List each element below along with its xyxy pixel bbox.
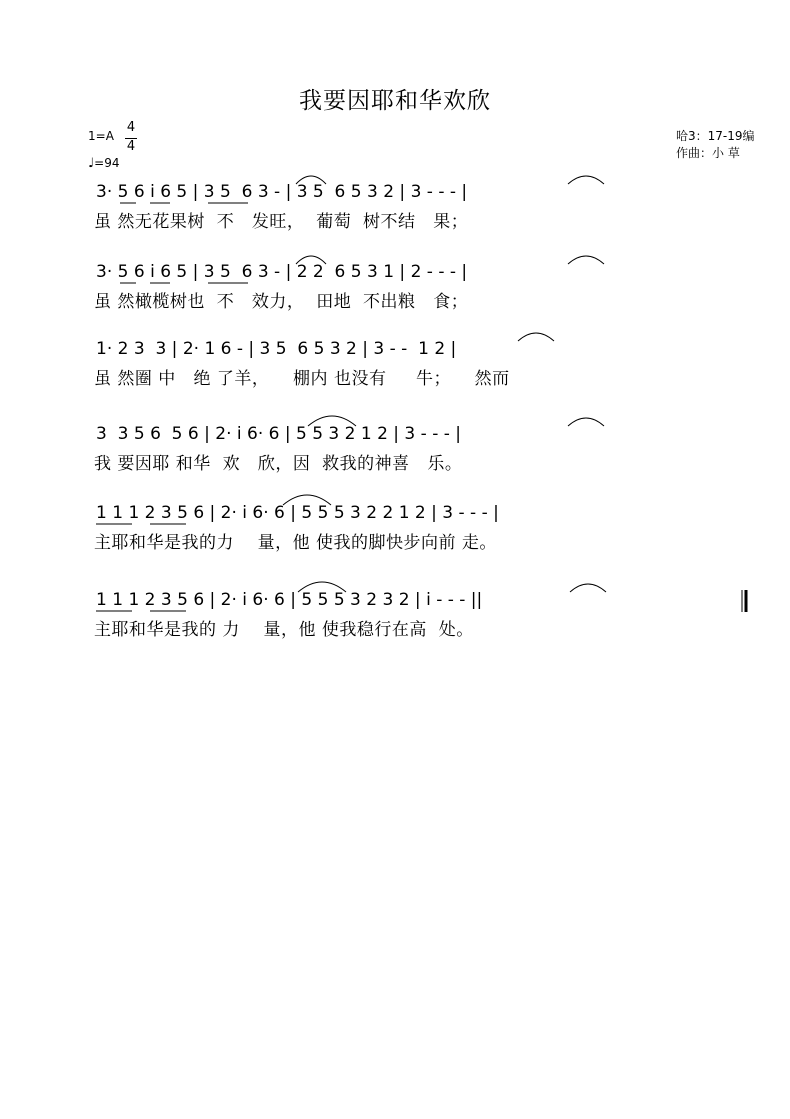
slur-mark — [298, 582, 346, 592]
slur-mark — [568, 418, 604, 426]
source-credit: 哈3：17-19编 — [676, 129, 755, 143]
slur-mark — [570, 584, 606, 592]
tempo-value: =94 — [94, 156, 120, 170]
notation-line: 1· 2 3 3 | 2· 1 6 - | 3 5 6 5 3 2 | 3 - - 1 2 | — [96, 339, 457, 359]
slur-mark — [308, 416, 356, 426]
time-signature-top: 4 — [126, 120, 136, 135]
composer-credit: 作曲：小 草 — [676, 146, 740, 160]
notation-line: 1 1 1 2 3 5 6 | 2· i 6· 6 | 5 5 5 3 2 3 2 | i - - - || — [96, 590, 483, 610]
slur-mark — [518, 333, 554, 341]
slur-mark — [296, 256, 326, 264]
lyric-line: 主耶和华是我的力 量，他 使我的脚快步向前 走。 — [94, 533, 497, 553]
quarter-note-icon: ♩ — [88, 156, 95, 171]
slur-mark — [283, 495, 331, 505]
notation-line: 3· 5 6 i 6 5 | 3 5 6 3 - | 2 2 6 5 3 1 | 2 - - - | — [96, 262, 468, 282]
lyric-line: 虽 然无花果树 不 发旺， 葡萄 树不结 果； — [94, 212, 469, 232]
lyric-line: 虽 然圈 中 绝 了羊， 棚内 也没有 牛； 然而 — [94, 369, 510, 389]
time-signature-bottom: 4 — [126, 139, 136, 154]
notation-line: 3 3 5 6 5 6 | 2· i 6· 6 | 5 5 3 2 1 2 | 3 - - - | — [96, 424, 461, 444]
slur-mark — [296, 176, 326, 184]
notation-line: 3· 5 6 i 6 5 | 3 5 6 3 - | 3 5 6 5 3 2 | 3 - - - | — [96, 182, 468, 202]
lyric-line: 我 要因耶 和华 欢 欣，因 救我的神喜 乐。 — [94, 454, 463, 474]
song-title: 我要因耶和华欢欣 — [299, 88, 491, 114]
notation-line: 1 1 1 2 3 5 6 | 2· i 6· 6 | 5 5 5 3 2 2 1 2 | 3 - - - | — [96, 503, 499, 523]
key-signature: 1=A — [88, 129, 114, 143]
slur-mark — [568, 176, 604, 184]
lyric-line: 主耶和华是我的 力 量，他 使我稳行在高 处。 — [94, 620, 474, 640]
slur-mark — [568, 256, 604, 264]
lyric-line: 虽 然橄榄树也 不 效力， 田地 不出粮 食； — [94, 292, 469, 312]
